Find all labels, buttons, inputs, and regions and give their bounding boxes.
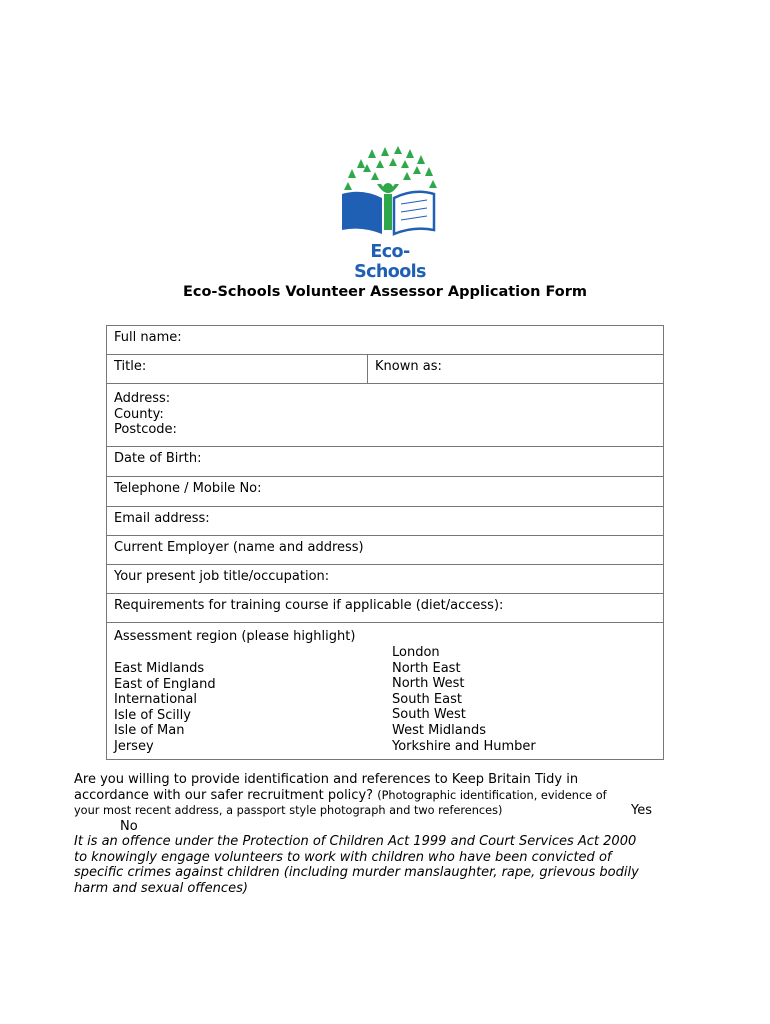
region-option[interactable]: North East xyxy=(392,660,461,676)
region-heading: Assessment region (please highlight) xyxy=(114,629,356,644)
no-option[interactable]: No xyxy=(120,818,138,834)
training-requirements-field[interactable]: Requirements for training course if applicable (diet/access): xyxy=(107,594,664,623)
form-title: Eco-Schools Volunteer Assessor Application Form xyxy=(182,284,588,300)
employer-field[interactable]: Current Employer (name and address) xyxy=(107,536,664,565)
region-option[interactable]: North West xyxy=(392,676,465,692)
region-option[interactable]: West Midlands xyxy=(392,722,487,738)
job-title-field[interactable]: Your present job title/occupation: xyxy=(107,565,664,594)
region-option[interactable]: Isle of Scilly xyxy=(114,707,191,723)
address-field[interactable] xyxy=(107,384,664,447)
region-option[interactable]: East Midlands xyxy=(114,661,205,676)
notice-line: It is an offence under the Protection of Children Act 1999 and Court Services Act 2000 xyxy=(74,834,637,849)
identification-question xyxy=(74,772,714,834)
assessment-region-cell xyxy=(107,623,664,760)
region-option[interactable]: Isle of Man xyxy=(114,723,185,739)
notice-line: harm and sexual offences) xyxy=(74,880,248,896)
region-option[interactable]: London xyxy=(392,645,440,660)
notice-line: specific crimes against children (including murder manslaughter, rape, grievous bodily xyxy=(74,865,639,881)
postcode-label: Postcode: xyxy=(114,422,177,437)
address-label: Address: xyxy=(114,391,171,406)
notice-line: to knowingly engage volunteers to work with children who have been convicted of xyxy=(74,849,612,865)
title-field[interactable]: Title: xyxy=(107,355,368,384)
region-option[interactable]: International xyxy=(114,692,197,708)
question-note-1: (Photographic identification, evidence of xyxy=(377,788,607,802)
region-option[interactable]: South West xyxy=(392,707,466,723)
dob-field[interactable]: Date of Birth: xyxy=(107,447,664,477)
tree-book-icon xyxy=(337,146,443,242)
yes-option[interactable]: Yes xyxy=(631,803,652,819)
known-as-field[interactable]: Known as: xyxy=(368,355,664,384)
child-protection-notice xyxy=(74,834,714,896)
logo-text: Eco-Schools xyxy=(354,242,426,282)
regions-right-list xyxy=(392,645,536,754)
region-option[interactable]: Jersey xyxy=(114,738,154,754)
telephone-field[interactable]: Telephone / Mobile No: xyxy=(107,477,664,507)
question-note-2: your most recent address, a passport style photograph and two references) xyxy=(74,804,503,818)
eco-schools-logo xyxy=(337,146,443,282)
question-line: Are you willing to provide identification and references to Keep Britain Tidy in xyxy=(74,772,579,787)
regions-left-list xyxy=(114,661,216,755)
county-label: County: xyxy=(114,406,164,422)
region-option[interactable]: East of England xyxy=(114,676,216,692)
full-name-field[interactable]: Full name: xyxy=(107,326,664,355)
region-option[interactable]: Yorkshire and Humber xyxy=(392,738,536,754)
question-line-2: accordance with our safer recruitment policy? (Photographic identification, evidence of xyxy=(74,787,607,803)
email-field[interactable]: Email address: xyxy=(107,507,664,536)
question-note-line xyxy=(74,803,714,819)
region-option[interactable]: South East xyxy=(392,691,462,707)
application-form-table xyxy=(106,325,664,760)
